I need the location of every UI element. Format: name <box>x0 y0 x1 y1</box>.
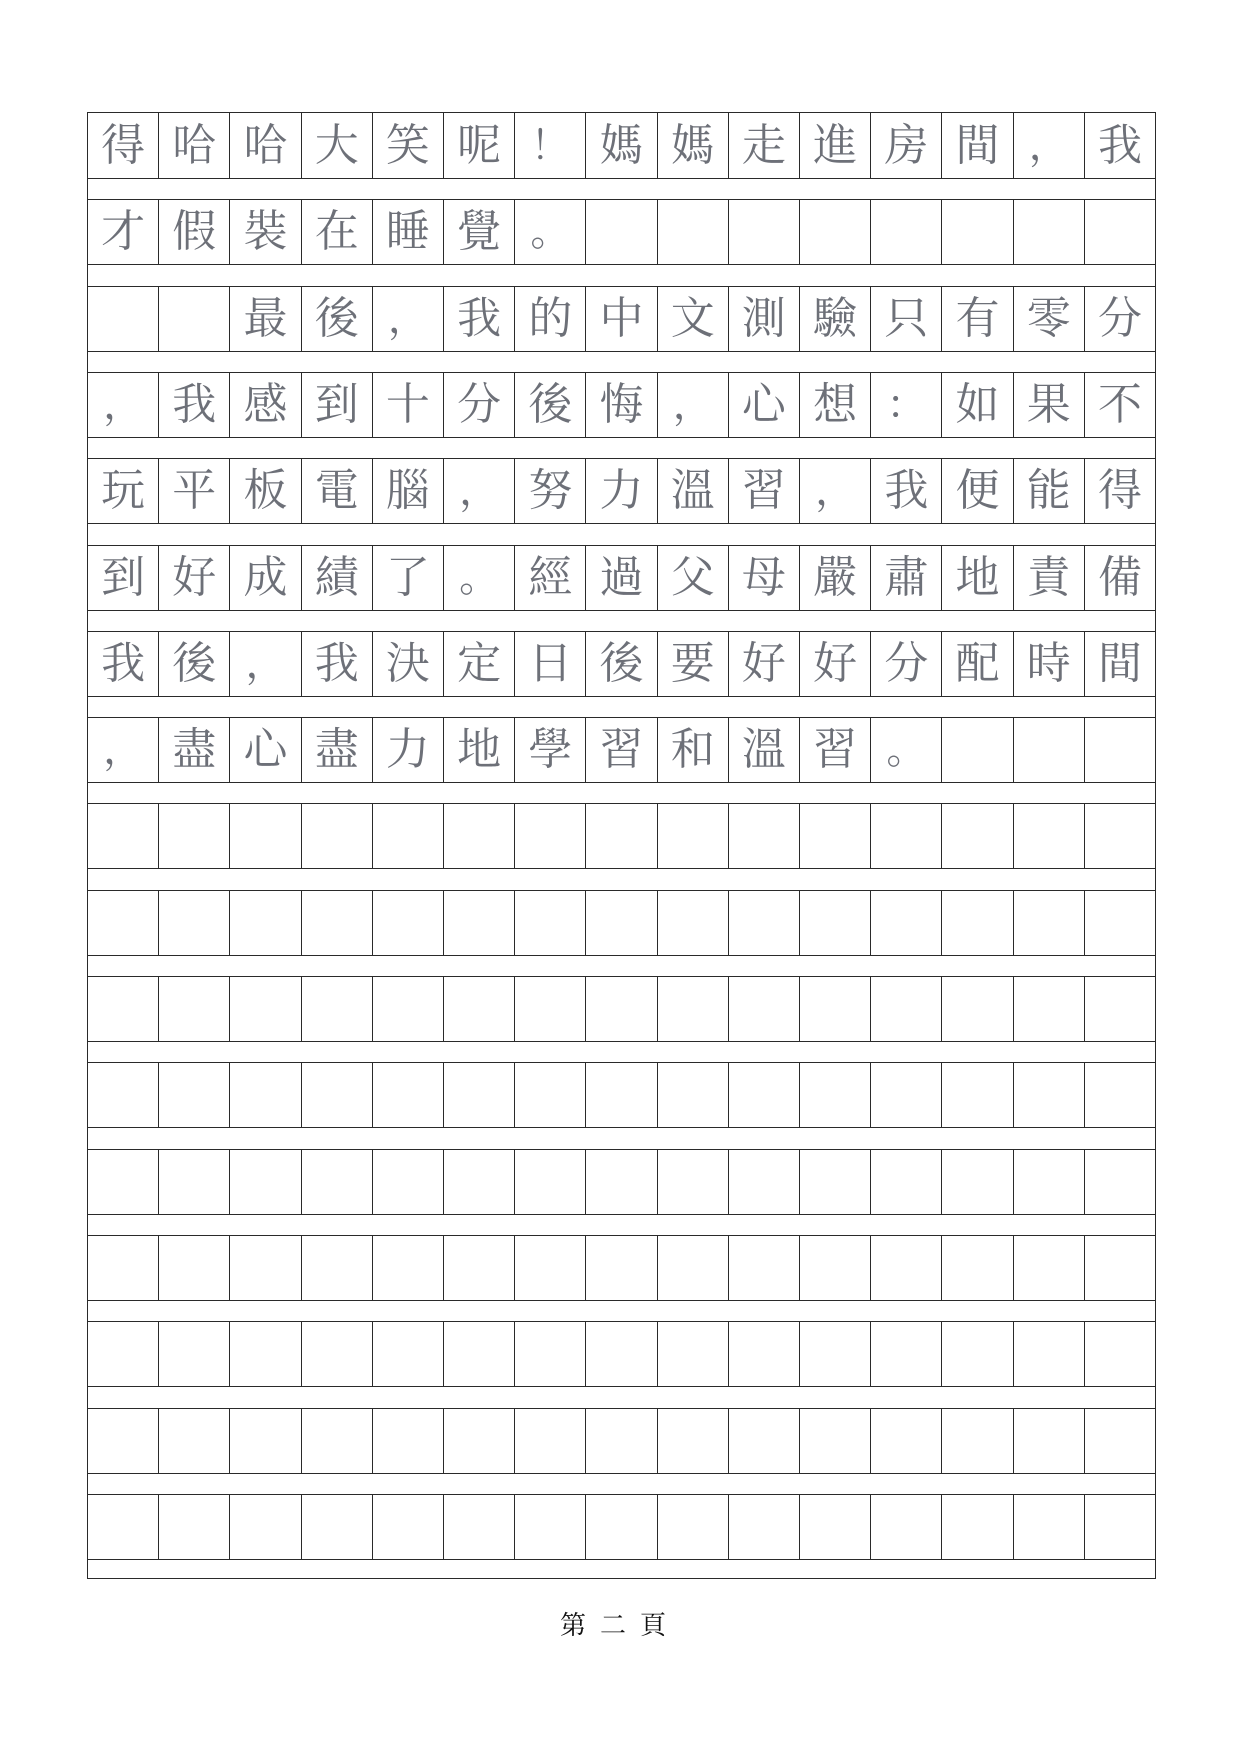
grid-cell-char: 習 <box>585 718 656 782</box>
grid-cell-char: 分 <box>443 373 514 437</box>
grid-cell-empty <box>301 1495 372 1559</box>
grid-cell-char: 平 <box>158 459 229 523</box>
grid-cell-char: 努 <box>514 459 585 523</box>
grid-cell-empty <box>372 1150 443 1214</box>
grid-cell-char: 心 <box>229 718 300 782</box>
grid-cell-char: 便 <box>941 459 1012 523</box>
grid-cell-char: 房 <box>870 113 941 178</box>
grid-cell-empty <box>158 1495 229 1559</box>
grid-cell-empty <box>799 1150 870 1214</box>
grid-cell-char: 感 <box>229 373 300 437</box>
grid-cell-empty <box>870 1409 941 1473</box>
grid-cell-char: 哈 <box>229 113 300 178</box>
grid-row <box>88 1062 1155 1128</box>
grid-cell-empty <box>158 1409 229 1473</box>
grid-cell-empty <box>158 804 229 868</box>
grid-cell-empty <box>1013 804 1084 868</box>
grid-cell-empty <box>870 200 941 264</box>
grid-cell-char: 進 <box>799 113 870 178</box>
grid-cell-empty <box>1013 1150 1084 1214</box>
grid-cell-empty <box>585 1495 656 1559</box>
grid-cell-empty <box>443 1150 514 1214</box>
grid-cell-char: ， <box>799 459 870 523</box>
grid-cell-char: 母 <box>728 546 799 610</box>
grid-cell-empty <box>301 1322 372 1386</box>
grid-cell-char: 了 <box>372 546 443 610</box>
grid-row <box>88 1408 1155 1474</box>
grid-cell-char: 。 <box>870 718 941 782</box>
grid-cell-char: 我 <box>101 637 146 689</box>
grid-cell-empty <box>158 891 229 955</box>
grid-cell-empty <box>443 1236 514 1300</box>
grid-cell-empty <box>728 804 799 868</box>
grid-cell-char: 中 <box>585 287 656 351</box>
grid-cell-empty <box>728 1063 799 1127</box>
grid-cell-char: 覺 <box>443 200 514 264</box>
grid-cell-char: 睡 <box>372 200 443 264</box>
grid-cell-empty <box>1013 1322 1084 1386</box>
grid-cell-char: ， <box>443 459 514 523</box>
grid-cell-char: 零 <box>1013 287 1084 351</box>
grid-cell-empty <box>1013 1236 1084 1300</box>
grid-cell-empty <box>870 804 941 868</box>
grid-row <box>88 803 1155 869</box>
grid-cell-char: 有 <box>941 287 1012 351</box>
grid-cell-empty <box>443 804 514 868</box>
grid-cell-empty <box>301 1150 372 1214</box>
grid-cell-empty <box>1013 891 1084 955</box>
grid-cell-empty <box>88 1150 158 1214</box>
grid-cell-empty <box>229 1063 300 1127</box>
grid-cell-empty <box>1084 1150 1155 1214</box>
grid-cell-empty <box>301 1063 372 1127</box>
grid-cell-char: 地 <box>443 718 514 782</box>
grid-cell-char: 分 <box>870 632 941 696</box>
grid-cell-char: 好 <box>158 546 229 610</box>
grid-row <box>88 1149 1155 1215</box>
grid-cell-char: 間 <box>1084 632 1155 696</box>
grid-cell-char: 到 <box>101 551 146 603</box>
grid-cell-empty <box>443 1063 514 1127</box>
grid-cell-empty <box>229 1150 300 1214</box>
grid-cell-char: 在 <box>301 200 372 264</box>
grid-cell-empty <box>657 1150 728 1214</box>
grid-cell-empty <box>941 891 1012 955</box>
grid-cell-empty <box>657 891 728 955</box>
grid-cell-empty <box>443 1322 514 1386</box>
grid-cell-char: 。 <box>514 200 585 264</box>
grid-cell-char: 板 <box>229 459 300 523</box>
grid-cell-empty <box>799 977 870 1041</box>
grid-cell-empty <box>1084 977 1155 1041</box>
grid-cell-char: 媽 <box>585 113 656 178</box>
grid-cell-empty <box>158 1150 229 1214</box>
grid-cell-char: 想 <box>799 373 870 437</box>
grid-cell-empty <box>443 891 514 955</box>
grid-cell-empty <box>657 200 728 264</box>
grid-cell-char: 責 <box>1013 546 1084 610</box>
grid-cell-char: 腦 <box>372 459 443 523</box>
grid-cell-empty <box>229 1409 300 1473</box>
grid-cell-char: 哈 <box>158 113 229 178</box>
grid-cell-char: 。 <box>443 546 514 610</box>
grid-row <box>88 199 1155 265</box>
grid-cell-empty <box>941 200 1012 264</box>
grid-cell-char: 時 <box>1013 632 1084 696</box>
grid-cell-empty <box>799 1063 870 1127</box>
grid-cell-empty <box>514 977 585 1041</box>
grid-cell-char: 溫 <box>657 459 728 523</box>
grid-cell-empty <box>229 804 300 868</box>
grid-cell-empty <box>941 1322 1012 1386</box>
grid-cell-empty <box>585 1236 656 1300</box>
grid-cell-char: 成 <box>229 546 300 610</box>
grid-cell-char: 能 <box>1013 459 1084 523</box>
grid-cell-empty <box>514 1236 585 1300</box>
grid-cell-empty <box>1013 200 1084 264</box>
grid-cell-empty <box>88 804 158 868</box>
grid-cell-empty <box>301 804 372 868</box>
grid-cell-empty <box>88 977 158 1041</box>
writing-grid-sheet <box>87 112 1156 1579</box>
grid-cell-empty <box>728 1495 799 1559</box>
grid-cell-char: ， <box>103 381 144 428</box>
grid-cell-empty <box>158 1063 229 1127</box>
grid-row <box>88 113 1155 179</box>
grid-cell-empty <box>585 977 656 1041</box>
grid-row <box>88 286 1155 352</box>
grid-cell-empty <box>870 1236 941 1300</box>
grid-cell-char: 溫 <box>728 718 799 782</box>
grid-cell-empty <box>870 977 941 1041</box>
grid-cell-char: ， <box>1013 113 1084 178</box>
grid-cell-char: 備 <box>1084 546 1155 610</box>
grid-cell-empty <box>1084 1495 1155 1559</box>
grid-cell-empty <box>585 1322 656 1386</box>
grid-cell-empty <box>941 977 1012 1041</box>
grid-cell-char: ， <box>229 632 300 696</box>
grid-cell-empty <box>1084 1322 1155 1386</box>
grid-cell-empty <box>514 1063 585 1127</box>
grid-cell-char: 習 <box>728 459 799 523</box>
grid-cell-empty <box>585 891 656 955</box>
grid-cell-empty <box>372 1236 443 1300</box>
grid-cell-empty <box>799 1322 870 1386</box>
grid-cell-empty <box>941 1495 1012 1559</box>
grid-cell-empty <box>301 1236 372 1300</box>
grid-cell-empty <box>585 1409 656 1473</box>
grid-cell-char: 得 <box>1084 459 1155 523</box>
grid-cell-empty <box>657 977 728 1041</box>
grid-cell-char: 決 <box>372 632 443 696</box>
grid-cell-char: 呢 <box>443 113 514 178</box>
grid-cell-char: 玩 <box>101 465 146 517</box>
grid-cell-empty <box>301 977 372 1041</box>
grid-cell-empty <box>728 977 799 1041</box>
grid-cell-empty <box>657 804 728 868</box>
grid-cell-char: 過 <box>585 546 656 610</box>
grid-cell-char: 間 <box>941 113 1012 178</box>
grid-cell-char: 我 <box>443 287 514 351</box>
grid-cell-empty <box>799 1495 870 1559</box>
grid-cell-char: 如 <box>941 373 1012 437</box>
grid-cell-char: 不 <box>1084 373 1155 437</box>
grid-cell-char: 只 <box>870 287 941 351</box>
grid-cell-empty <box>799 1236 870 1300</box>
grid-cell-char: 悔 <box>585 373 656 437</box>
grid-cell-char: 配 <box>941 632 1012 696</box>
grid-cell-char: ！ <box>514 113 585 178</box>
grid-cell-char: 績 <box>301 546 372 610</box>
grid-cell-empty <box>941 1236 1012 1300</box>
grid-cell-char: 才 <box>101 206 146 258</box>
grid-cell-empty <box>443 1495 514 1559</box>
grid-cell-empty <box>799 1409 870 1473</box>
grid-cell-char: 學 <box>514 718 585 782</box>
page-number: 第二頁 <box>559 1611 680 1641</box>
grid-cell-char: 走 <box>728 113 799 178</box>
grid-cell-char: 驗 <box>799 287 870 351</box>
grid-cell-char: 最 <box>229 287 300 351</box>
grid-cell-empty <box>1013 1063 1084 1127</box>
grid-cell-empty <box>728 1322 799 1386</box>
grid-cell-empty <box>728 891 799 955</box>
grid-cell-char: ， <box>372 287 443 351</box>
grid-cell-empty <box>88 1063 158 1127</box>
grid-cell-char: 假 <box>158 200 229 264</box>
grid-cell-empty <box>870 1150 941 1214</box>
grid-cell-empty <box>229 1495 300 1559</box>
grid-cell-empty <box>301 891 372 955</box>
grid-cell-empty <box>372 1495 443 1559</box>
grid-row <box>88 372 1155 438</box>
grid-cell-empty <box>585 1150 656 1214</box>
grid-cell-empty <box>514 1409 585 1473</box>
grid-cell-empty <box>88 1322 158 1386</box>
grid-cell-char: 我 <box>1084 113 1155 178</box>
grid-cell-empty <box>229 977 300 1041</box>
grid-cell-char: 定 <box>443 632 514 696</box>
grid-cell-char: 我 <box>158 373 229 437</box>
grid-cell-char: 十 <box>372 373 443 437</box>
grid-cell-empty <box>728 1150 799 1214</box>
grid-cell-empty <box>585 1063 656 1127</box>
grid-row <box>88 1494 1155 1560</box>
grid-row <box>88 1321 1155 1387</box>
grid-cell-empty <box>657 1236 728 1300</box>
grid-cell-char: 分 <box>1084 287 1155 351</box>
grid-cell-char: ， <box>103 727 144 774</box>
grid-cell-char: 和 <box>657 718 728 782</box>
grid-cell-empty <box>372 1322 443 1386</box>
grid-cell-empty <box>372 891 443 955</box>
grid-cell-empty <box>1084 1063 1155 1127</box>
grid-cell-empty <box>657 1409 728 1473</box>
grid-cell-char: 電 <box>301 459 372 523</box>
grid-cell-empty <box>372 977 443 1041</box>
grid-row <box>88 890 1155 956</box>
grid-cell-char: 心 <box>728 373 799 437</box>
grid-cell-empty <box>88 1236 158 1300</box>
grid-cell-empty <box>1013 1409 1084 1473</box>
grid-cell-empty <box>585 200 656 264</box>
grid-cell-char: 地 <box>941 546 1012 610</box>
grid-cell-empty <box>657 1063 728 1127</box>
grid-cell-empty <box>301 1409 372 1473</box>
grid-row <box>88 545 1155 611</box>
grid-cell-empty <box>158 1236 229 1300</box>
grid-cell-char: 後 <box>585 632 656 696</box>
grid-cell-empty <box>158 287 229 351</box>
grid-cell-char: 日 <box>514 632 585 696</box>
grid-cell-empty <box>158 977 229 1041</box>
grid-cell-char: 後 <box>301 287 372 351</box>
grid-cell-empty <box>941 804 1012 868</box>
grid-cell-char: 笑 <box>372 113 443 178</box>
grid-cell-empty <box>1084 1409 1155 1473</box>
grid-cell-empty <box>870 1063 941 1127</box>
grid-cell-char: 好 <box>728 632 799 696</box>
grid-cell-empty <box>728 1236 799 1300</box>
grid-cell-char: 媽 <box>657 113 728 178</box>
grid-cell-char: 嚴 <box>799 546 870 610</box>
grid-cell-empty <box>514 1150 585 1214</box>
grid-row <box>88 976 1155 1042</box>
grid-cell-empty <box>870 1322 941 1386</box>
grid-cell-char: ， <box>657 373 728 437</box>
grid-cell-empty <box>657 1495 728 1559</box>
grid-cell-empty <box>1084 718 1155 782</box>
grid-cell-char: 測 <box>728 287 799 351</box>
grid-row <box>88 1235 1155 1301</box>
grid-cell-char: 我 <box>301 632 372 696</box>
grid-cell-empty <box>514 804 585 868</box>
grid-cell-empty <box>799 804 870 868</box>
grid-cell-char: 果 <box>1013 373 1084 437</box>
grid-cell-empty <box>941 1150 1012 1214</box>
grid-cell-empty <box>229 1236 300 1300</box>
grid-cell-empty <box>88 287 158 351</box>
grid-cell-empty <box>1013 977 1084 1041</box>
grid-cell-empty <box>514 891 585 955</box>
grid-cell-empty <box>1013 1495 1084 1559</box>
grid-cell-empty <box>514 1322 585 1386</box>
grid-cell-empty <box>1084 200 1155 264</box>
grid-cell-empty <box>229 1322 300 1386</box>
grid-cell-char: 我 <box>870 459 941 523</box>
grid-cell-empty <box>443 1409 514 1473</box>
grid-cell-empty <box>372 804 443 868</box>
grid-cell-empty <box>870 1495 941 1559</box>
grid-row <box>88 717 1155 783</box>
grid-cell-empty <box>728 200 799 264</box>
grid-cell-char: 得 <box>101 119 146 171</box>
grid-cell-empty <box>1084 804 1155 868</box>
grid-cell-empty <box>88 891 158 955</box>
grid-cell-char: 盡 <box>158 718 229 782</box>
grid-cell-char: 裝 <box>229 200 300 264</box>
grid-cell-empty <box>941 1409 1012 1473</box>
grid-cell-empty <box>88 1495 158 1559</box>
grid-cell-empty <box>158 1322 229 1386</box>
grid-cell-char: 後 <box>514 373 585 437</box>
grid-cell-char: 的 <box>514 287 585 351</box>
grid-row <box>88 631 1155 697</box>
grid-cell-char: 肅 <box>870 546 941 610</box>
grid-row <box>88 458 1155 524</box>
grid-cell-empty <box>229 891 300 955</box>
grid-cell-empty <box>728 1409 799 1473</box>
grid-cell-char: 力 <box>372 718 443 782</box>
grid-cell-char: ： <box>870 373 941 437</box>
grid-cell-char: 習 <box>799 718 870 782</box>
grid-cell-empty <box>1013 718 1084 782</box>
grid-cell-char: 大 <box>301 113 372 178</box>
grid-cell-empty <box>799 891 870 955</box>
grid-cell-empty <box>88 1409 158 1473</box>
grid-cell-empty <box>870 891 941 955</box>
grid-cell-char: 父 <box>657 546 728 610</box>
grid-cell-empty <box>941 1063 1012 1127</box>
grid-cell-char: 文 <box>657 287 728 351</box>
grid-cell-empty <box>372 1409 443 1473</box>
grid-cell-empty <box>585 804 656 868</box>
grid-cell-empty <box>514 1495 585 1559</box>
grid-cell-empty <box>799 200 870 264</box>
grid-cell-char: 要 <box>657 632 728 696</box>
grid-cell-char: 到 <box>301 373 372 437</box>
grid-cell-char: 盡 <box>301 718 372 782</box>
grid-cell-char: 好 <box>799 632 870 696</box>
grid-cell-empty <box>443 977 514 1041</box>
grid-cell-char: 經 <box>514 546 585 610</box>
grid-cell-empty <box>657 1322 728 1386</box>
grid-cell-char: 力 <box>585 459 656 523</box>
grid-cell-empty <box>1084 1236 1155 1300</box>
grid-cell-empty <box>372 1063 443 1127</box>
grid-cell-char: 後 <box>158 632 229 696</box>
grid-cell-empty <box>941 718 1012 782</box>
grid-cell-empty <box>1084 891 1155 955</box>
